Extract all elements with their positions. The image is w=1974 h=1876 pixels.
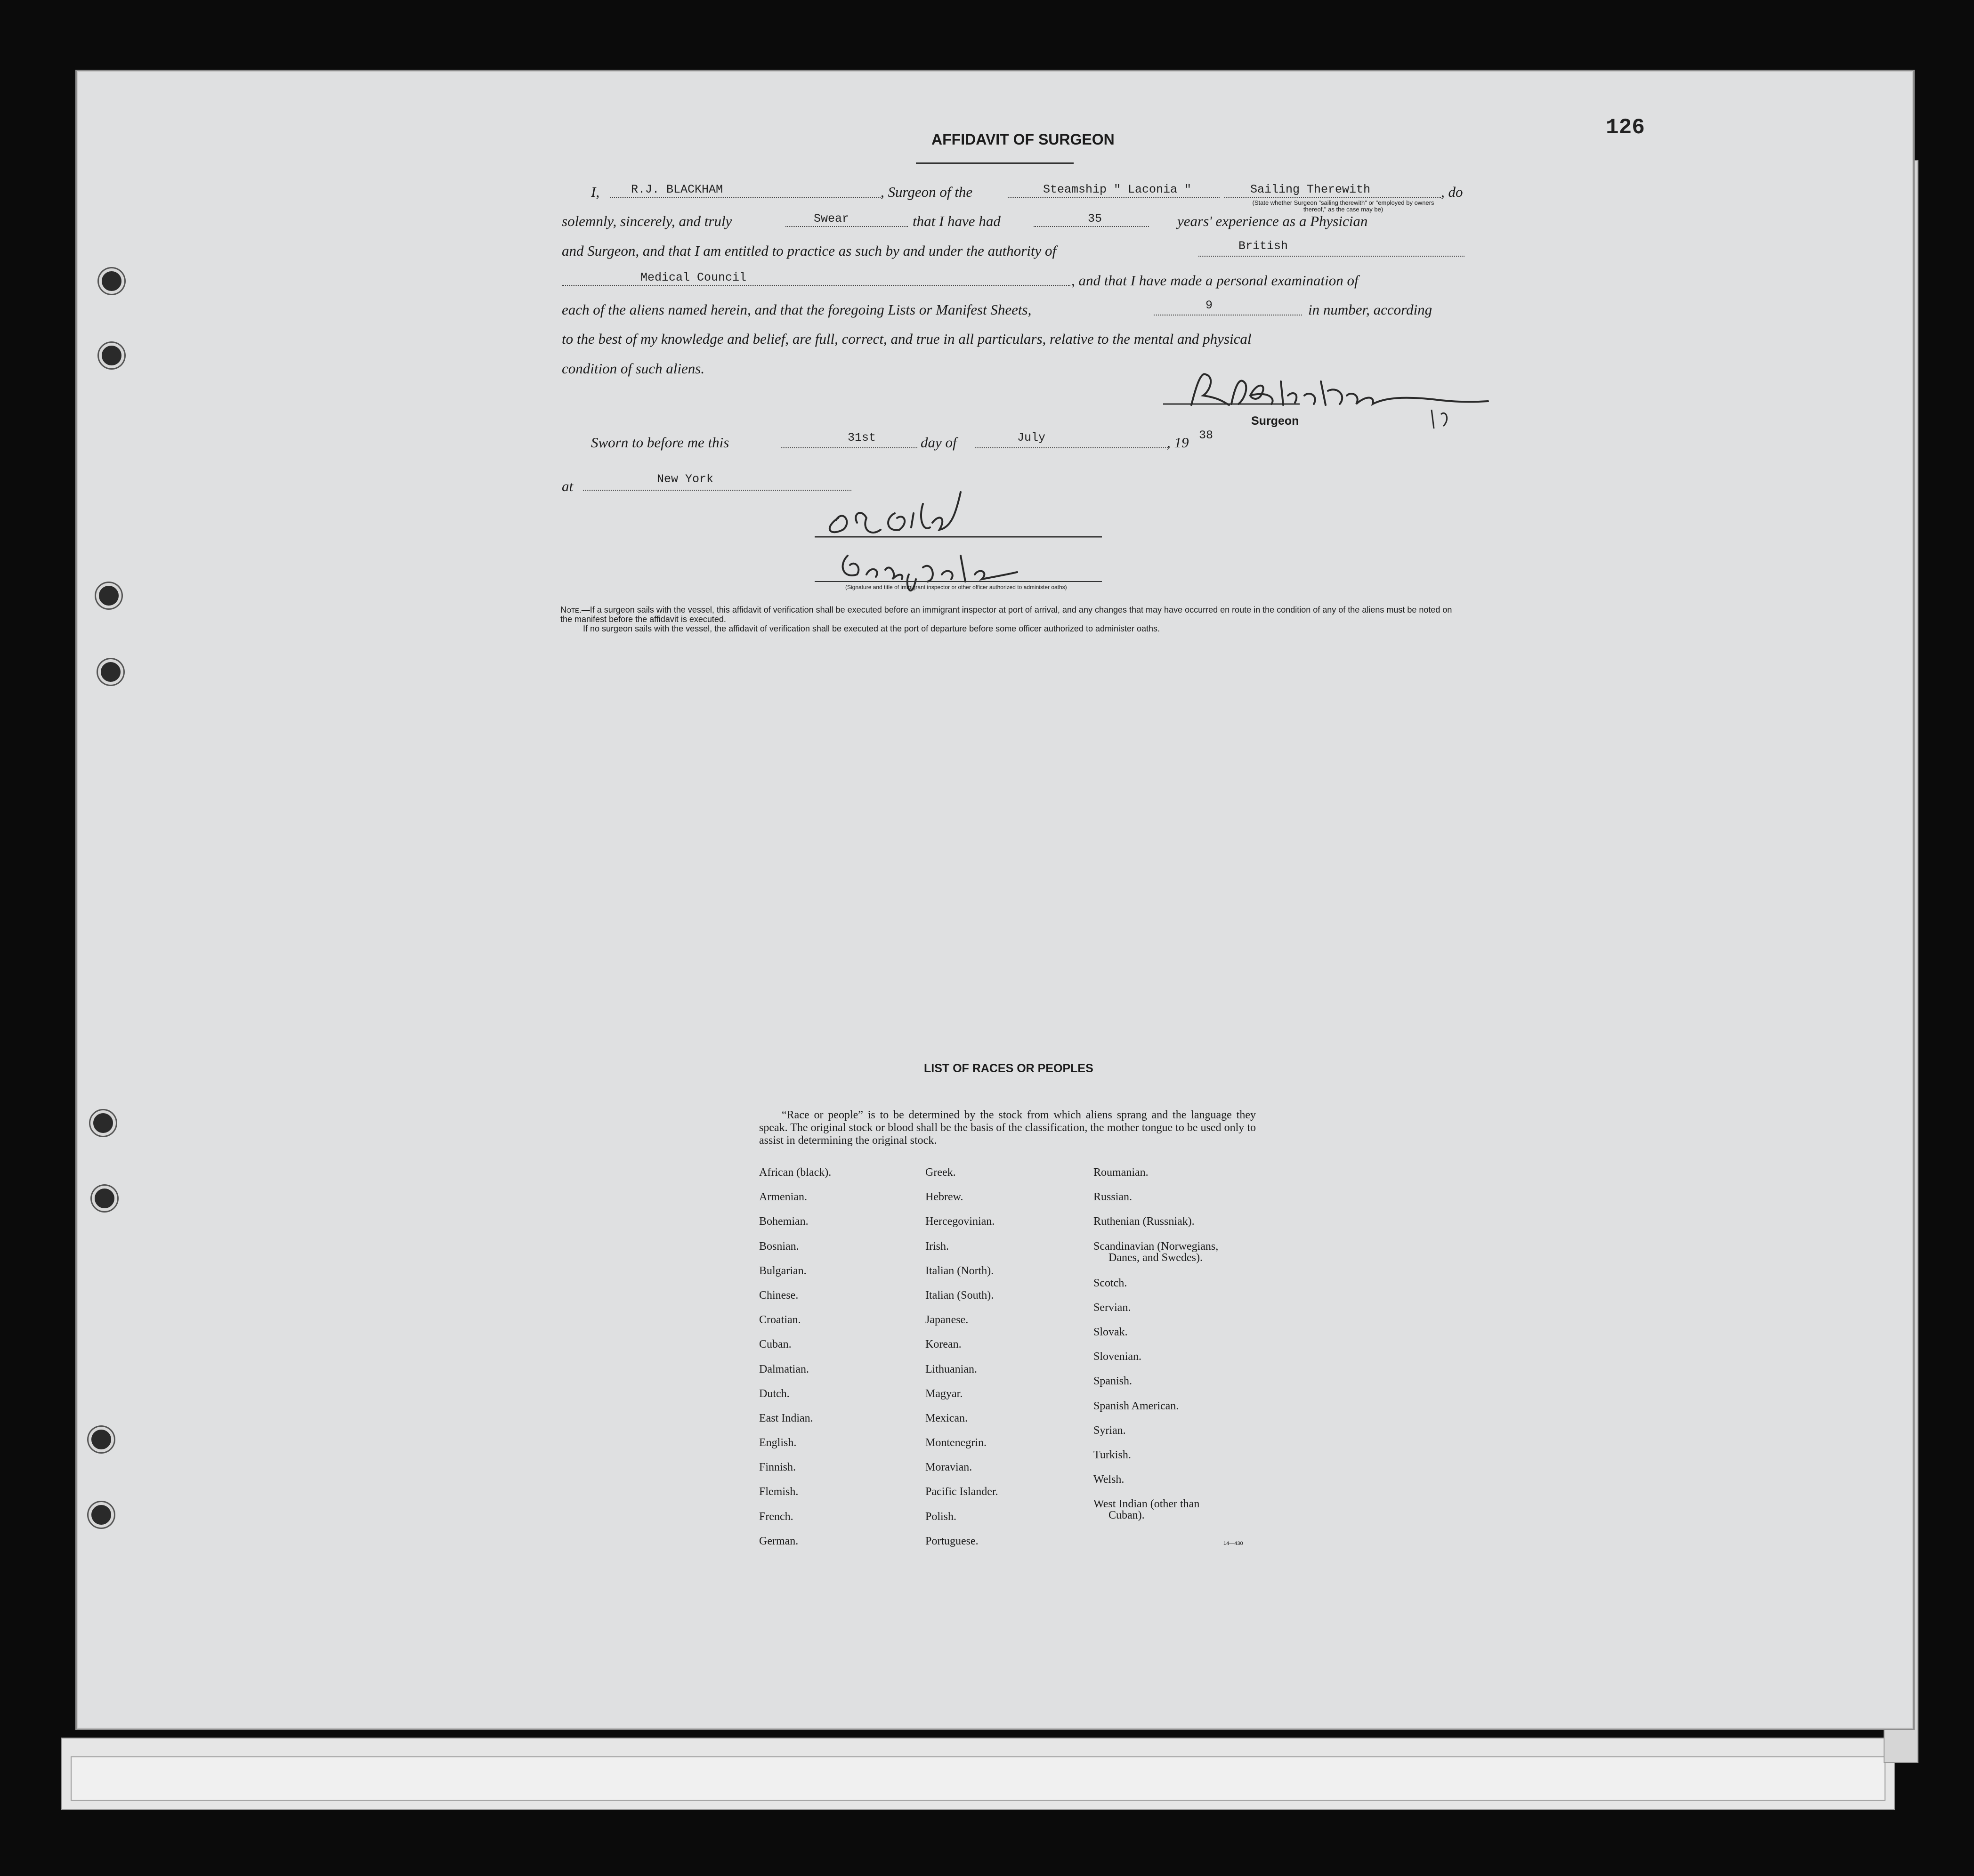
fill-line [1224, 197, 1441, 198]
race-item: Magyar. [925, 1387, 963, 1400]
race-item: Hebrew. [925, 1191, 963, 1204]
affidavit-text: years' experience as a Physician [1177, 213, 1368, 229]
race-item: German. [759, 1535, 799, 1547]
race-item: African (black). [759, 1166, 832, 1179]
race-item: Finnish. [759, 1461, 796, 1474]
race-item: Roumanian. [1093, 1166, 1149, 1179]
sworn-year: 38 [1199, 429, 1214, 442]
binder-hole [99, 343, 124, 368]
race-item: Bosnian. [759, 1240, 799, 1253]
race-item-west-indian [1093, 1498, 1218, 1535]
race-item: Cuban. [759, 1338, 792, 1351]
surgeon-name: R.J. BLACKHAM [631, 183, 723, 196]
race-item: Chinese. [759, 1289, 799, 1302]
affidavit-title: AFFIDAVIT OF SURGEON [931, 131, 1115, 148]
fill-line [562, 285, 1070, 286]
race-item: Italian (North). [925, 1264, 994, 1277]
race-item: Montenegrin. [925, 1437, 987, 1449]
binder-hole [89, 1427, 114, 1452]
race-item: Turkish. [1093, 1448, 1131, 1461]
race-item: Flemish. [759, 1486, 799, 1498]
race-item: Hercegovinian. [925, 1215, 995, 1228]
race-item: Slovenian. [1093, 1350, 1141, 1363]
sworn-day: 31st [848, 431, 876, 445]
race-item: English. [759, 1437, 797, 1449]
races-title: LIST OF RACES OR PEOPLES [924, 1062, 1093, 1075]
race-item: Croatian. [759, 1314, 801, 1326]
form-code: 14—430 [1223, 1541, 1243, 1546]
race-item: Russian. [1093, 1191, 1133, 1204]
races-column-1 [759, 1167, 831, 1560]
race-item-line: Cuban). [1108, 1509, 1145, 1522]
affidavit-text: that I have had [913, 213, 1001, 229]
race-item: Syrian. [1093, 1424, 1126, 1437]
race-item: Greek. [925, 1166, 956, 1179]
years-experience: 35 [1088, 212, 1102, 226]
race-item: Italian (South). [925, 1289, 994, 1302]
races-intro: “Race or people” is to be determined by the stock from which aliens sprang and the language they speak. The original stock or blood shall be the basis of the classification, the mother tongue to be used only to assist in determining the original stock. [759, 1109, 1256, 1147]
race-item-line: Scandinavian (Norwegians, [1093, 1240, 1219, 1253]
surgeon-signature [1158, 363, 1497, 433]
race-item: Dutch. [759, 1387, 790, 1400]
race-item: Pacific Islander. [925, 1486, 998, 1498]
affidavit-text: at [562, 478, 574, 494]
affidavit-text: to the best of my knowledge and belief, are full, correct, and true in all particulars, relative to the mental and physical [562, 331, 1252, 347]
race-item: Welsh. [1093, 1473, 1125, 1486]
affidavit-text: Sworn to before me this [591, 434, 729, 451]
race-item: Slovak. [1093, 1326, 1128, 1338]
authority: British [1238, 239, 1288, 253]
note-text-2: If no surgeon sails with the vessel, the affidavit of verification shall be executed at the port of departure before some officer authorized to administer oaths. [583, 624, 1160, 633]
affidavit-text: , do [1441, 184, 1463, 200]
fill-line [975, 447, 1168, 448]
affidavit-text: , 19 [1167, 434, 1189, 451]
race-item: Ruthenian (Russniak). [1093, 1215, 1195, 1228]
affidavit-note [560, 605, 1464, 633]
affidavit-text: I, [591, 184, 600, 200]
fill-line [785, 226, 908, 227]
sailing-status: Sailing Therewith [1250, 183, 1371, 196]
race-item: Irish. [925, 1240, 949, 1253]
race-item-line: West Indian (other than [1093, 1498, 1200, 1511]
fill-line [1008, 197, 1220, 198]
affidavit-text: day of [921, 434, 957, 451]
affidavit-text: , Surgeon of the [881, 184, 973, 200]
binder-hole [90, 1110, 116, 1136]
ship-name: Steamship " Laconia " [1043, 183, 1192, 196]
races-column-2 [925, 1167, 998, 1560]
races-column-3 [1093, 1167, 1218, 1535]
underlying-sheet [71, 1756, 1885, 1801]
race-item: Korean. [925, 1338, 962, 1351]
binder-hole [98, 659, 123, 685]
binder-hole [92, 1186, 117, 1211]
affidavit-text: in number, according [1308, 301, 1432, 318]
race-item: Mexican. [925, 1412, 968, 1424]
race-item: Servian. [1093, 1301, 1131, 1314]
sworn-month: July [1017, 431, 1046, 445]
affidavit-text: condition of such aliens. [562, 360, 705, 377]
affidavit-text: solemnly, sincerely, and truly [562, 213, 732, 229]
race-item: Portuguese. [925, 1535, 979, 1547]
fill-line [1198, 256, 1464, 257]
race-item: Spanish American. [1093, 1399, 1179, 1412]
race-item: Bohemian. [759, 1215, 809, 1228]
fill-line [1034, 226, 1149, 227]
binder-hole [99, 268, 124, 294]
binder-hole [89, 1502, 114, 1528]
race-item-line: Danes, and Swedes). [1108, 1251, 1203, 1264]
race-item: Japanese. [925, 1314, 969, 1326]
sworn-place: New York [657, 472, 714, 486]
race-item: Armenian. [759, 1191, 807, 1204]
title-rule [916, 162, 1074, 164]
surgeon-label: Surgeon [1251, 414, 1299, 428]
fill-line [610, 197, 881, 198]
sailing-note: (State whether Surgeon "sailing therewith" or "employed by owners thereof," as the case may be) [1252, 199, 1434, 213]
affidavit-text: each of the aliens named herein, and that the foregoing Lists or Manifest Sheets, [562, 301, 1032, 318]
race-item: Spanish. [1093, 1375, 1133, 1388]
fill-line [781, 447, 917, 448]
race-item: East Indian. [759, 1412, 813, 1424]
race-item: Dalmatian. [759, 1363, 809, 1375]
sheet-count: 9 [1205, 299, 1213, 312]
note-label: Note. [560, 605, 582, 615]
race-item: Moravian. [925, 1461, 972, 1474]
affidavit-text: and Surgeon, and that I am entitled to practice as such by and under the authority of [562, 243, 1057, 259]
race-item: Lithuanian. [925, 1363, 977, 1375]
race-item: Scotch. [1093, 1277, 1127, 1289]
inspector-signature [810, 485, 1111, 612]
race-item-scandinavian [1093, 1241, 1218, 1278]
affidavit-text: , and that I have made a personal examination of [1071, 272, 1359, 289]
note-text-1: —If a surgeon sails with the vessel, this affidavit of verification shall be executed before an immigrant inspector at port of arrival, and any changes that may have occurred en route in the condition of any of the aliens must be noted on the manifest before the affidavit is executed. [560, 605, 1452, 624]
binder-hole [96, 583, 121, 608]
council: Medical Council [640, 271, 747, 284]
page-number: 126 [1606, 115, 1645, 140]
race-item: French. [759, 1510, 793, 1523]
race-item: Bulgarian. [759, 1264, 807, 1277]
officer-caption: (Signature and title of immigrant inspector or other officer authorized to administer oaths) [845, 584, 1067, 590]
oath-word: Swear [814, 212, 849, 226]
race-item: Polish. [925, 1510, 957, 1523]
